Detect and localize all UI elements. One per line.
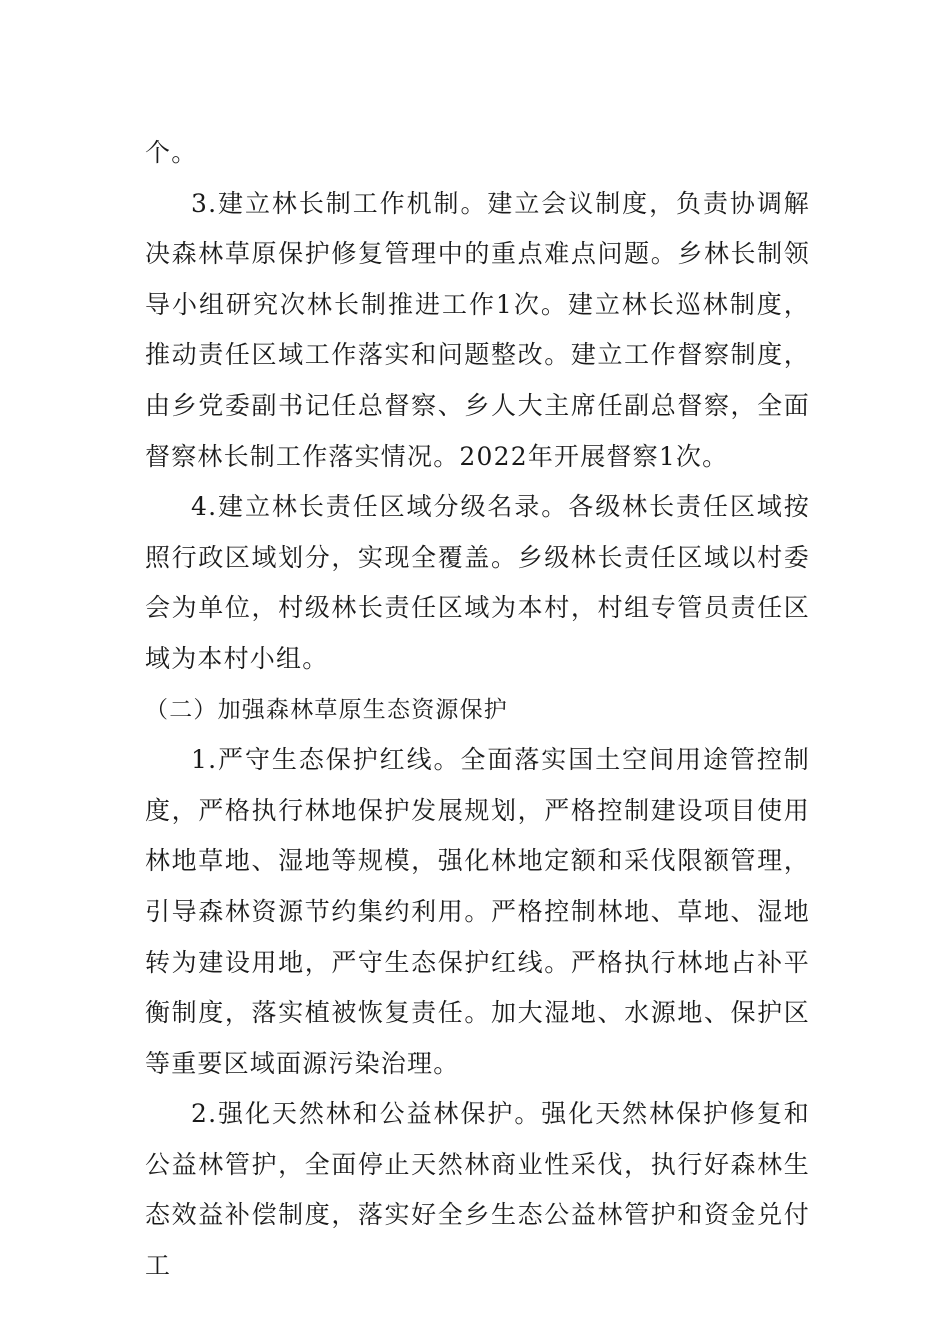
paragraph-continuation: 个。 <box>145 138 198 167</box>
document-body <box>145 128 810 1292</box>
section-heading: （二）加强森林草原生态资源保护 <box>145 696 508 723</box>
paragraph-responsibility-directory: 4.建立林长责任区域分级名录。各级林长责任区域按照行政区域划分，实现全覆盖。乡级林长责任区域以村委会为单位，村级林长责任区域为本村，村组专管员责任区域为本村小组。 <box>145 492 810 673</box>
paragraph-natural-forest-protection: 2.强化天然林和公益林保护。强化天然林保护修复和公益林管护，全面停止天然林商业性采伐，执行好森林生态效益补偿制度，落实好全乡生态公益林管护和资金兑付工 <box>145 1099 810 1281</box>
paragraph-forest-chief-mechanism: 3.建立林长制工作机制。建立会议制度，负责协调解决森林草原保护修复管理中的重点难点问题。乡林长制领导小组研究次林长制推进工作1次。建立林长巡林制度，推动责任区域工作落实和问题整改。建立工作督察制度，由乡党委副书记任总督察、乡人大主席任副总督察，全面督察林长制工作落实情况。2022年开展督察1次。 <box>145 188 810 471</box>
paragraph-ecological-redline: 1.严守生态保护红线。全面落实国土空间用途管控制度，严格执行林地保护发展规划，严格控制建设项目使用林地草地、湿地等规模，强化林地定额和采伐限额管理，引导森林资源节约集约利用。严格控制林地、草地、湿地转为建设用地，严守生态保护红线。严格执行林地占补平衡制度，落实植被恢复责任。加大湿地、水源地、保护区等重要区域面源污染治理。 <box>145 745 810 1078</box>
